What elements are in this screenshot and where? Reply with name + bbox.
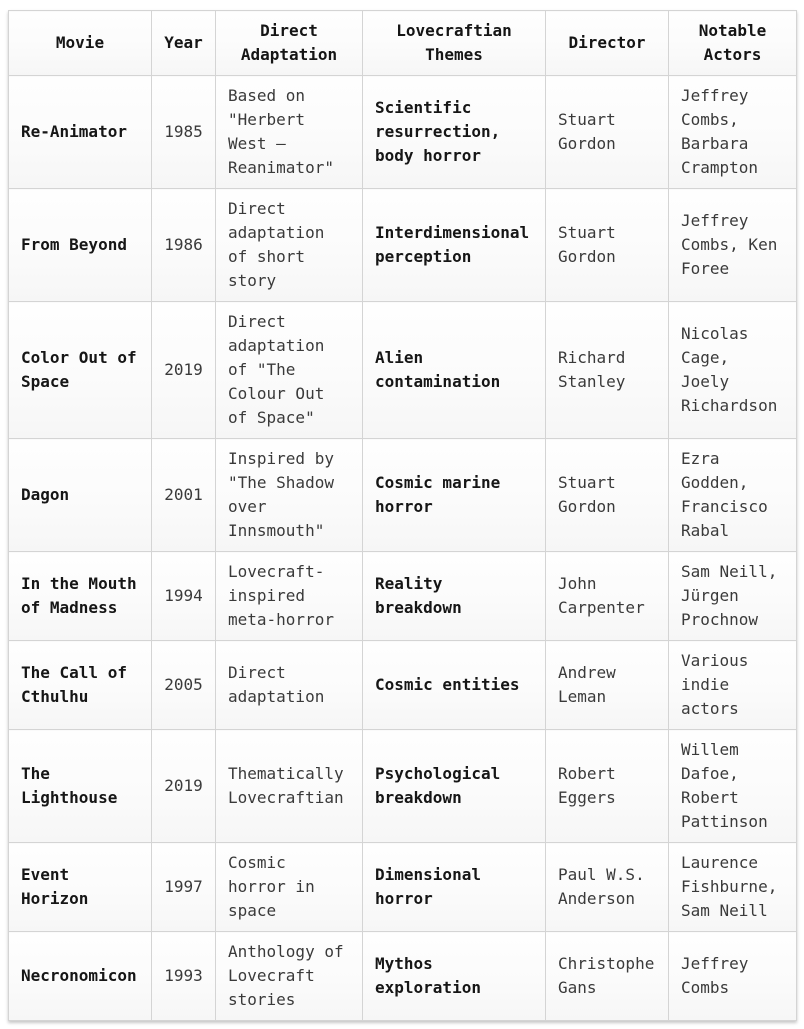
cell-director: Andrew Leman (546, 641, 669, 730)
table-row (9, 439, 797, 552)
cell-actors: Jeffrey Combs (669, 932, 797, 1021)
cell-director: John Carpenter (546, 552, 669, 641)
column-header-adaptation: Direct Adaptation (216, 11, 363, 76)
cell-year: 2019 (152, 302, 216, 439)
cell-director: Stuart Gordon (546, 439, 669, 552)
cell-director: Paul W.S. Anderson (546, 843, 669, 932)
table-header-row (9, 11, 797, 76)
cell-actors: Willem Dafoe, Robert Pattinson (669, 730, 797, 843)
cell-actors: Jeffrey Combs, Barbara Crampton (669, 76, 797, 189)
cell-adaptation: Inspired by "The Shadow over Innsmouth" (216, 439, 363, 552)
column-header-movie: Movie (9, 11, 152, 76)
cell-themes: Dimensional horror (363, 843, 546, 932)
table-row (9, 552, 797, 641)
table-row (9, 302, 797, 439)
cell-movie: Necronomicon (9, 932, 152, 1021)
cell-year: 1997 (152, 843, 216, 932)
cell-adaptation: Based on "Herbert West – Reanimator" (216, 76, 363, 189)
cell-actors: Ezra Godden, Francisco Rabal (669, 439, 797, 552)
cell-year: 1986 (152, 189, 216, 302)
cell-movie: The Lighthouse (9, 730, 152, 843)
cell-themes: Scientific resurrection, body horror (363, 76, 546, 189)
table-row (9, 641, 797, 730)
cell-adaptation: Direct adaptation (216, 641, 363, 730)
cell-director: Christophe Gans (546, 932, 669, 1021)
cell-year: 1985 (152, 76, 216, 189)
table-row (9, 730, 797, 843)
table-row (9, 76, 797, 189)
cell-year: 1994 (152, 552, 216, 641)
cell-adaptation: Direct adaptation of short story (216, 189, 363, 302)
cell-themes: Reality breakdown (363, 552, 546, 641)
column-header-actors: Notable Actors (669, 11, 797, 76)
cell-movie: Re-Animator (9, 76, 152, 189)
cell-adaptation: Anthology of Lovecraft stories (216, 932, 363, 1021)
cell-actors: Nicolas Cage, Joely Richardson (669, 302, 797, 439)
column-header-director: Director (546, 11, 669, 76)
cell-director: Richard Stanley (546, 302, 669, 439)
cell-movie: Dagon (9, 439, 152, 552)
table-row (9, 189, 797, 302)
cell-movie: From Beyond (9, 189, 152, 302)
cell-themes: Interdimensional perception (363, 189, 546, 302)
cell-themes: Mythos exploration (363, 932, 546, 1021)
cell-year: 2005 (152, 641, 216, 730)
cell-actors: Laurence Fishburne, Sam Neill (669, 843, 797, 932)
cell-movie: In the Mouth of Madness (9, 552, 152, 641)
cell-year: 1993 (152, 932, 216, 1021)
table-row (9, 932, 797, 1021)
cell-year: 2019 (152, 730, 216, 843)
cell-actors: Sam Neill, Jürgen Prochnow (669, 552, 797, 641)
column-header-year: Year (152, 11, 216, 76)
cell-adaptation: Direct adaptation of "The Colour Out of Space" (216, 302, 363, 439)
column-header-themes: Lovecraftian Themes (363, 11, 546, 76)
cell-movie: The Call of Cthulhu (9, 641, 152, 730)
cell-adaptation: Cosmic horror in space (216, 843, 363, 932)
cell-actors: Various indie actors (669, 641, 797, 730)
lovecraft-movies-table (8, 10, 797, 1021)
cell-themes: Alien contamination (363, 302, 546, 439)
cell-adaptation: Lovecraft-inspired meta-horror (216, 552, 363, 641)
cell-actors: Jeffrey Combs, Ken Foree (669, 189, 797, 302)
cell-year: 2001 (152, 439, 216, 552)
cell-director: Robert Eggers (546, 730, 669, 843)
cell-themes: Psychological breakdown (363, 730, 546, 843)
cell-themes: Cosmic entities (363, 641, 546, 730)
cell-adaptation: Thematically Lovecraftian (216, 730, 363, 843)
cell-movie: Event Horizon (9, 843, 152, 932)
cell-themes: Cosmic marine horror (363, 439, 546, 552)
cell-director: Stuart Gordon (546, 76, 669, 189)
cell-director: Stuart Gordon (546, 189, 669, 302)
cell-movie: Color Out of Space (9, 302, 152, 439)
table-row (9, 843, 797, 932)
